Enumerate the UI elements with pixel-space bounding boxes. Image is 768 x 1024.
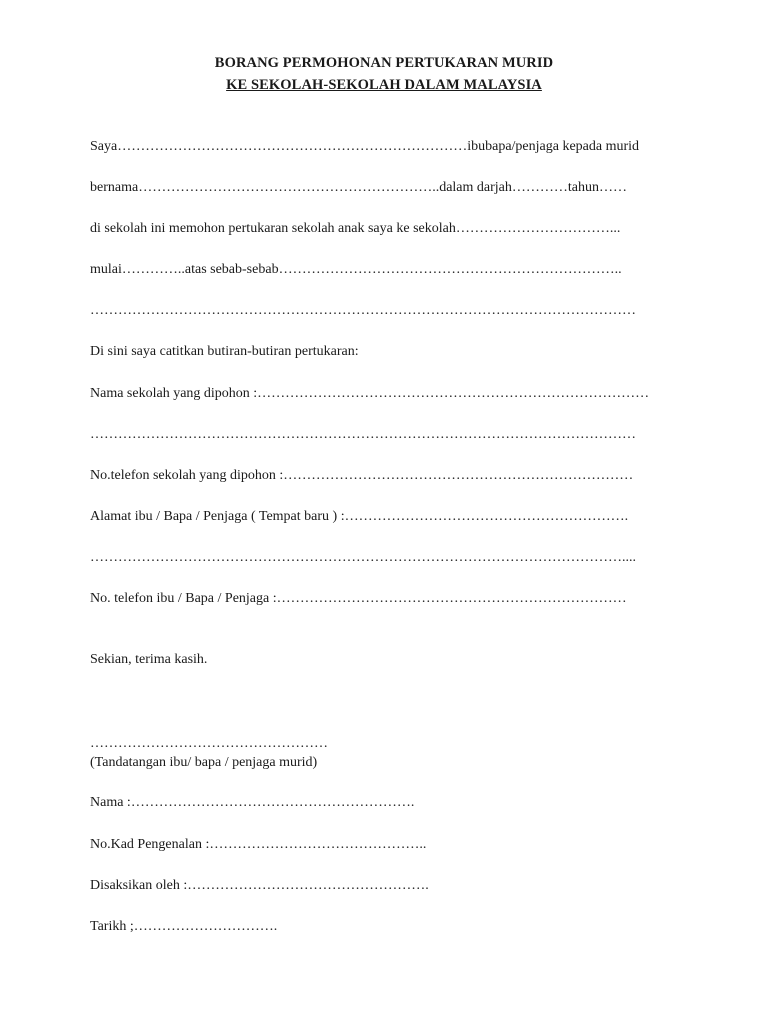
school-name-line: Nama sekolah yang dipohon :………………………………………………………………………… bbox=[90, 386, 650, 401]
form-title-line2: KE SEKOLAH-SEKOLAH DALAM MALAYSIA bbox=[226, 77, 542, 93]
signature-line: …………………………………………… bbox=[90, 736, 328, 751]
details-heading: Di sini saya catitkan butiran-butiran pertukaran: bbox=[90, 344, 359, 359]
start-reason-line: mulai…………..atas sebab-sebab……………………………………………………………….. bbox=[90, 262, 622, 277]
school-phone-line: No.telefon sekolah yang dipohon :………………………………………………………………… bbox=[90, 468, 634, 483]
signature-label: (Tandatangan ibu/ bapa / penjaga murid) bbox=[90, 755, 318, 770]
reason-continuation-line: ……………………………………………………………………………………………………… bbox=[90, 303, 636, 318]
date-line: Tarikh ;…………………………. bbox=[90, 919, 278, 934]
student-name-line: bernama………………………………………………………..dalam darjah…………tahun…… bbox=[90, 180, 627, 195]
target-school-line: di sekolah ini memohon pertukaran sekolah anak saya ke sekolah……………………………... bbox=[90, 221, 621, 236]
school-name-continuation-line: ……………………………………………………………………………………………………… bbox=[90, 427, 636, 442]
signer-name-line: Nama :……………………………………………………. bbox=[90, 795, 415, 810]
witness-line: Disaksikan oleh :……………………………………………. bbox=[90, 878, 429, 893]
parent-phone-line: No. telefon ibu / Bapa / Penjaga :………………………………………………………………… bbox=[90, 591, 627, 606]
address-continuation-line: …………………………………………………………………………………………………….... bbox=[90, 550, 636, 565]
ic-number-line: No.Kad Pengenalan :……………………………………….. bbox=[90, 837, 427, 852]
applicant-name-line: Saya…………………………………………………………………ibubapa/penjaga kepada murid bbox=[90, 139, 640, 154]
new-address-line: Alamat ibu / Bapa / Penjaga ( Tempat baru ) :……………………………………………………. bbox=[90, 509, 629, 524]
form-title-line1: BORANG PERMOHONAN PERTUKARAN MURID bbox=[214, 55, 554, 71]
closing-text: Sekian, terima kasih. bbox=[90, 652, 208, 667]
